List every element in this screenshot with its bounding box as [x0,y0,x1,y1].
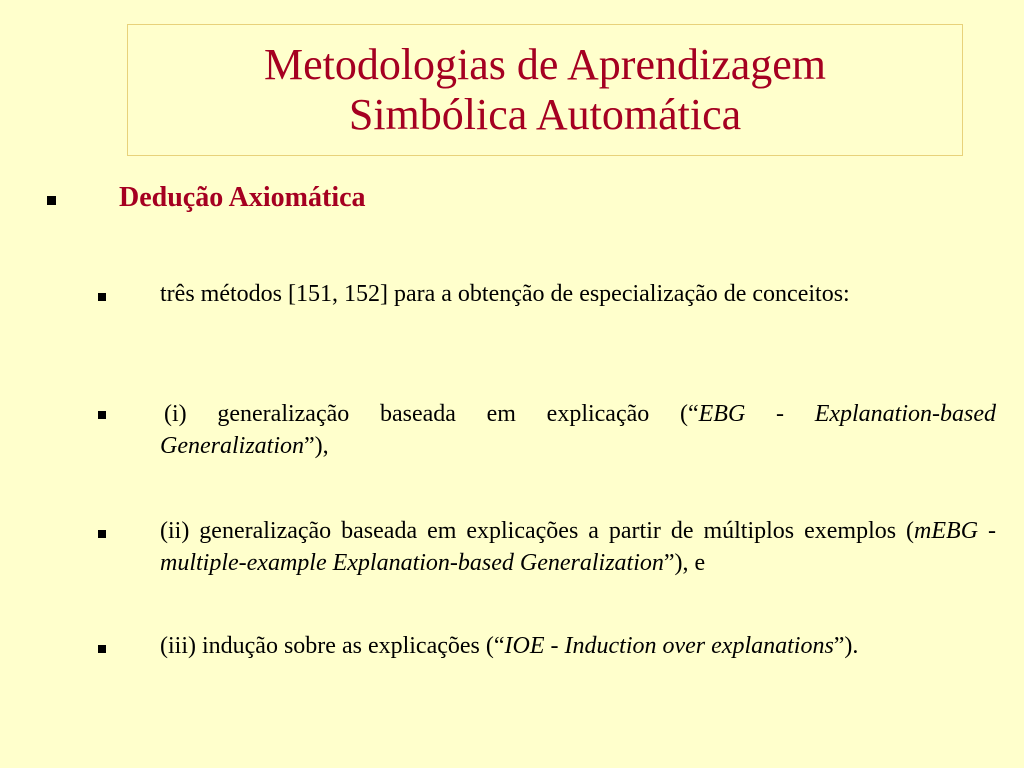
bullet-square-icon [98,530,106,538]
list-item-text: (i) generalização baseada em explicação (“ [164,401,699,427]
list-item-text: ”), e [663,550,706,576]
list-item [160,278,996,310]
title-box [127,24,963,156]
list-item-text: (iii) indução sobre as explicações (“ [160,633,505,659]
list-item-text: três métodos [151, 152] para a obtenção de especialização de conceitos: [160,281,850,307]
list-item-text: (ii) generalização baseada em explicações a partir de múltiplos exemplos ( [160,518,915,544]
list-item-text: ”), [304,433,329,459]
list-item-text: ”). [833,633,859,659]
list-item [160,398,996,462]
slide-title-line-2: Simbólica Automática [348,90,742,139]
section-heading: Dedução Axiomática [119,182,366,213]
bullet-square-icon [98,293,106,301]
list-item-italic-text: EBG - Explanation-based Generalization [160,401,996,459]
slide-title-line-1: Metodologias de Aprendizagem [263,40,827,89]
list-item-italic-text: IOE - Induction over explanations [504,633,834,659]
list-item [160,515,996,579]
bullet-square-icon [47,196,56,205]
bullet-square-icon [98,645,106,653]
list-item-italic-text: mEBG - multiple-example Explanation-based Generalization [160,518,996,576]
list-item [160,630,996,662]
bullet-square-icon [98,411,106,419]
